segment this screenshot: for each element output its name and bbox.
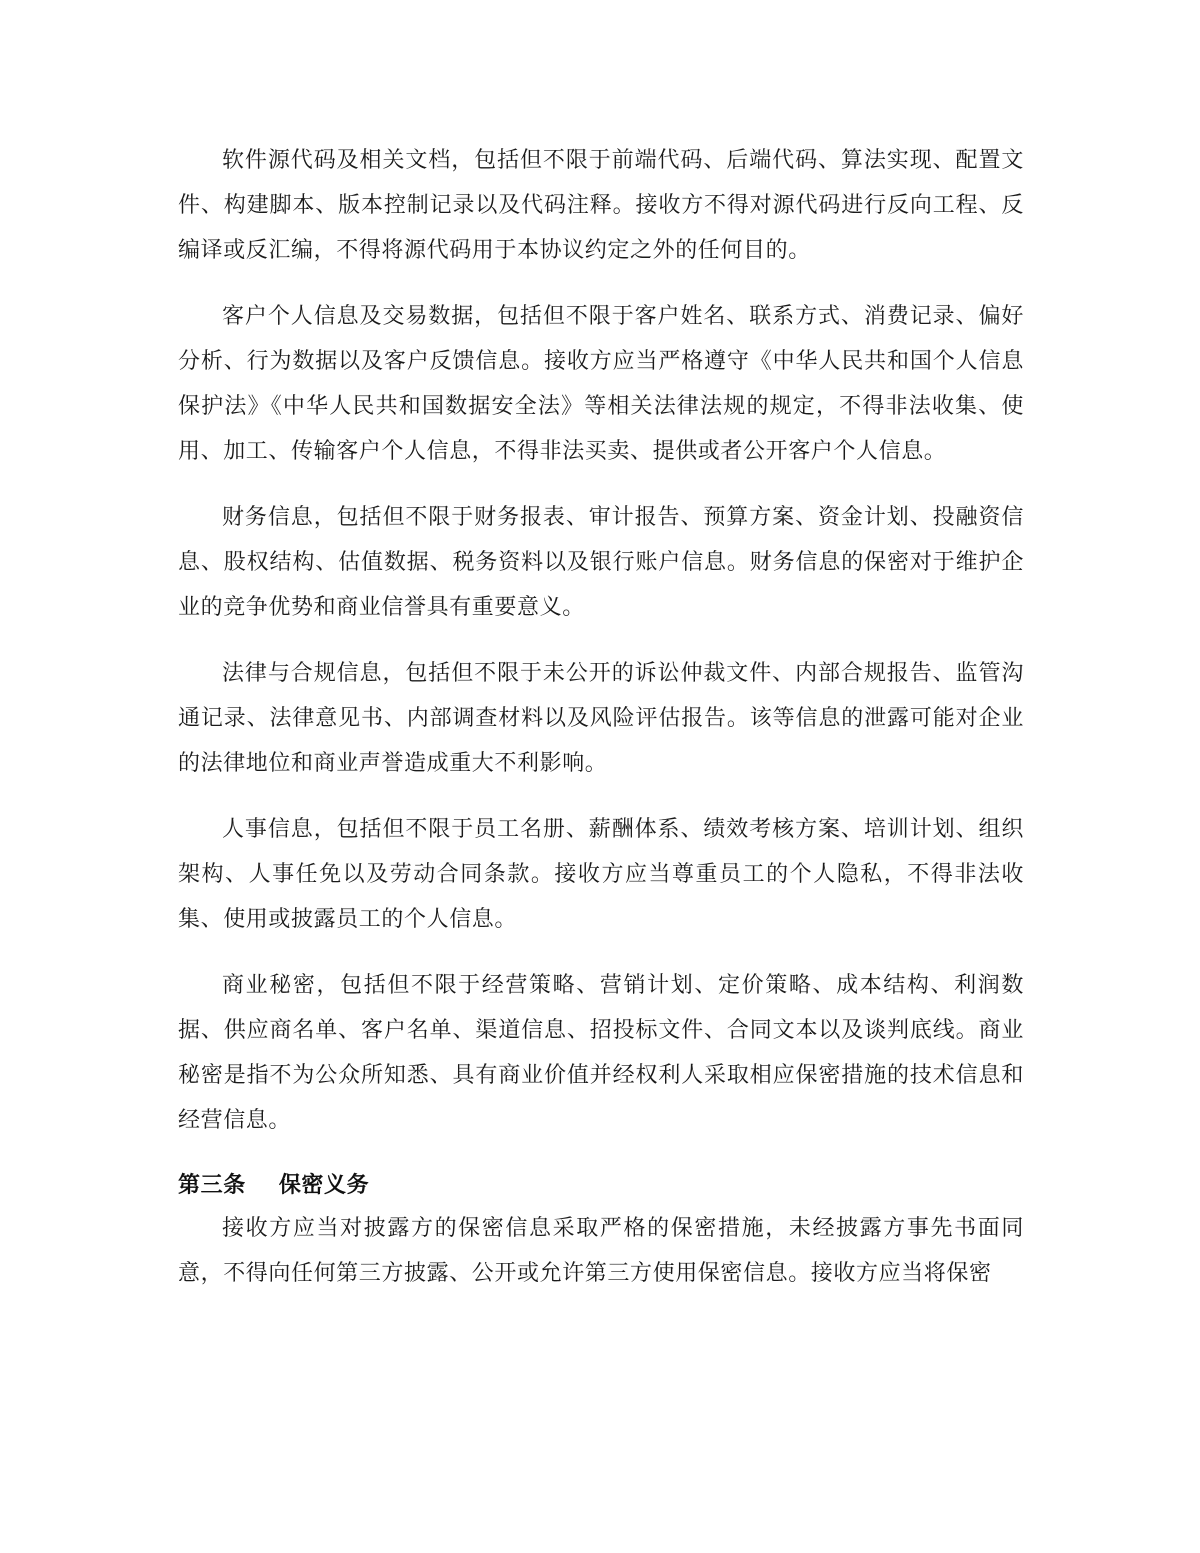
document-body	[178, 138, 1024, 1317]
paragraph-confidentiality-obligation: 接收方应当对披露方的保密信息采取严格的保密措施，未经披露方事先书面同意，不得向任何第三方披露、公开或允许第三方使用保密信息。接收方应当将保密	[178, 1216, 1024, 1286]
section-heading: 第三条 保密义务	[178, 1173, 370, 1198]
paragraph-customer-data: 客户个人信息及交易数据，包括但不限于客户姓名、联系方式、消费记录、偏好分析、行为数据以及客户反馈信息。接收方应当严格遵守《中华人民共和国个人信息保护法》《中华人民共和国数据安全法》等相关法律法规的规定，不得非法收集、使用、加工、传输客户个人信息，不得非法买卖、提供或者公开客户个人信息。	[178, 304, 1024, 464]
paragraph-financial-info: 财务信息，包括但不限于财务报表、审计报告、预算方案、资金计划、投融资信息、股权结构、估值数据、税务资料以及银行账户信息。财务信息的保密对于维护企业的竞争优势和商业信誉具有重要意义。	[178, 505, 1024, 620]
paragraph-legal-compliance: 法律与合规信息，包括但不限于未公开的诉讼仲裁文件、内部合规报告、监管沟通记录、法律意见书、内部调查材料以及风险评估报告。该等信息的泄露可能对企业的法律地位和商业声誉造成重大不利影响。	[178, 661, 1024, 776]
paragraph-source-code: 软件源代码及相关文档，包括但不限于前端代码、后端代码、算法实现、配置文件、构建脚本、版本控制记录以及代码注释。接收方不得对源代码进行反向工程、反编译或反汇编，不得将源代码用于本协议约定之外的任何目的。	[178, 148, 1024, 263]
paragraph-personnel-info: 人事信息，包括但不限于员工名册、薪酬体系、绩效考核方案、培训计划、组织架构、人事任免以及劳动合同条款。接收方应当尊重员工的个人隐私，不得非法收集、使用或披露员工的个人信息。	[178, 817, 1024, 932]
paragraph-trade-secrets: 商业秘密，包括但不限于经营策略、营销计划、定价策略、成本结构、利润数据、供应商名单、客户名单、渠道信息、招投标文件、合同文本以及谈判底线。商业秘密是指不为公众所知悉、具有商业价值并经权利人采取相应保密措施的技术信息和经营信息。	[178, 973, 1024, 1133]
